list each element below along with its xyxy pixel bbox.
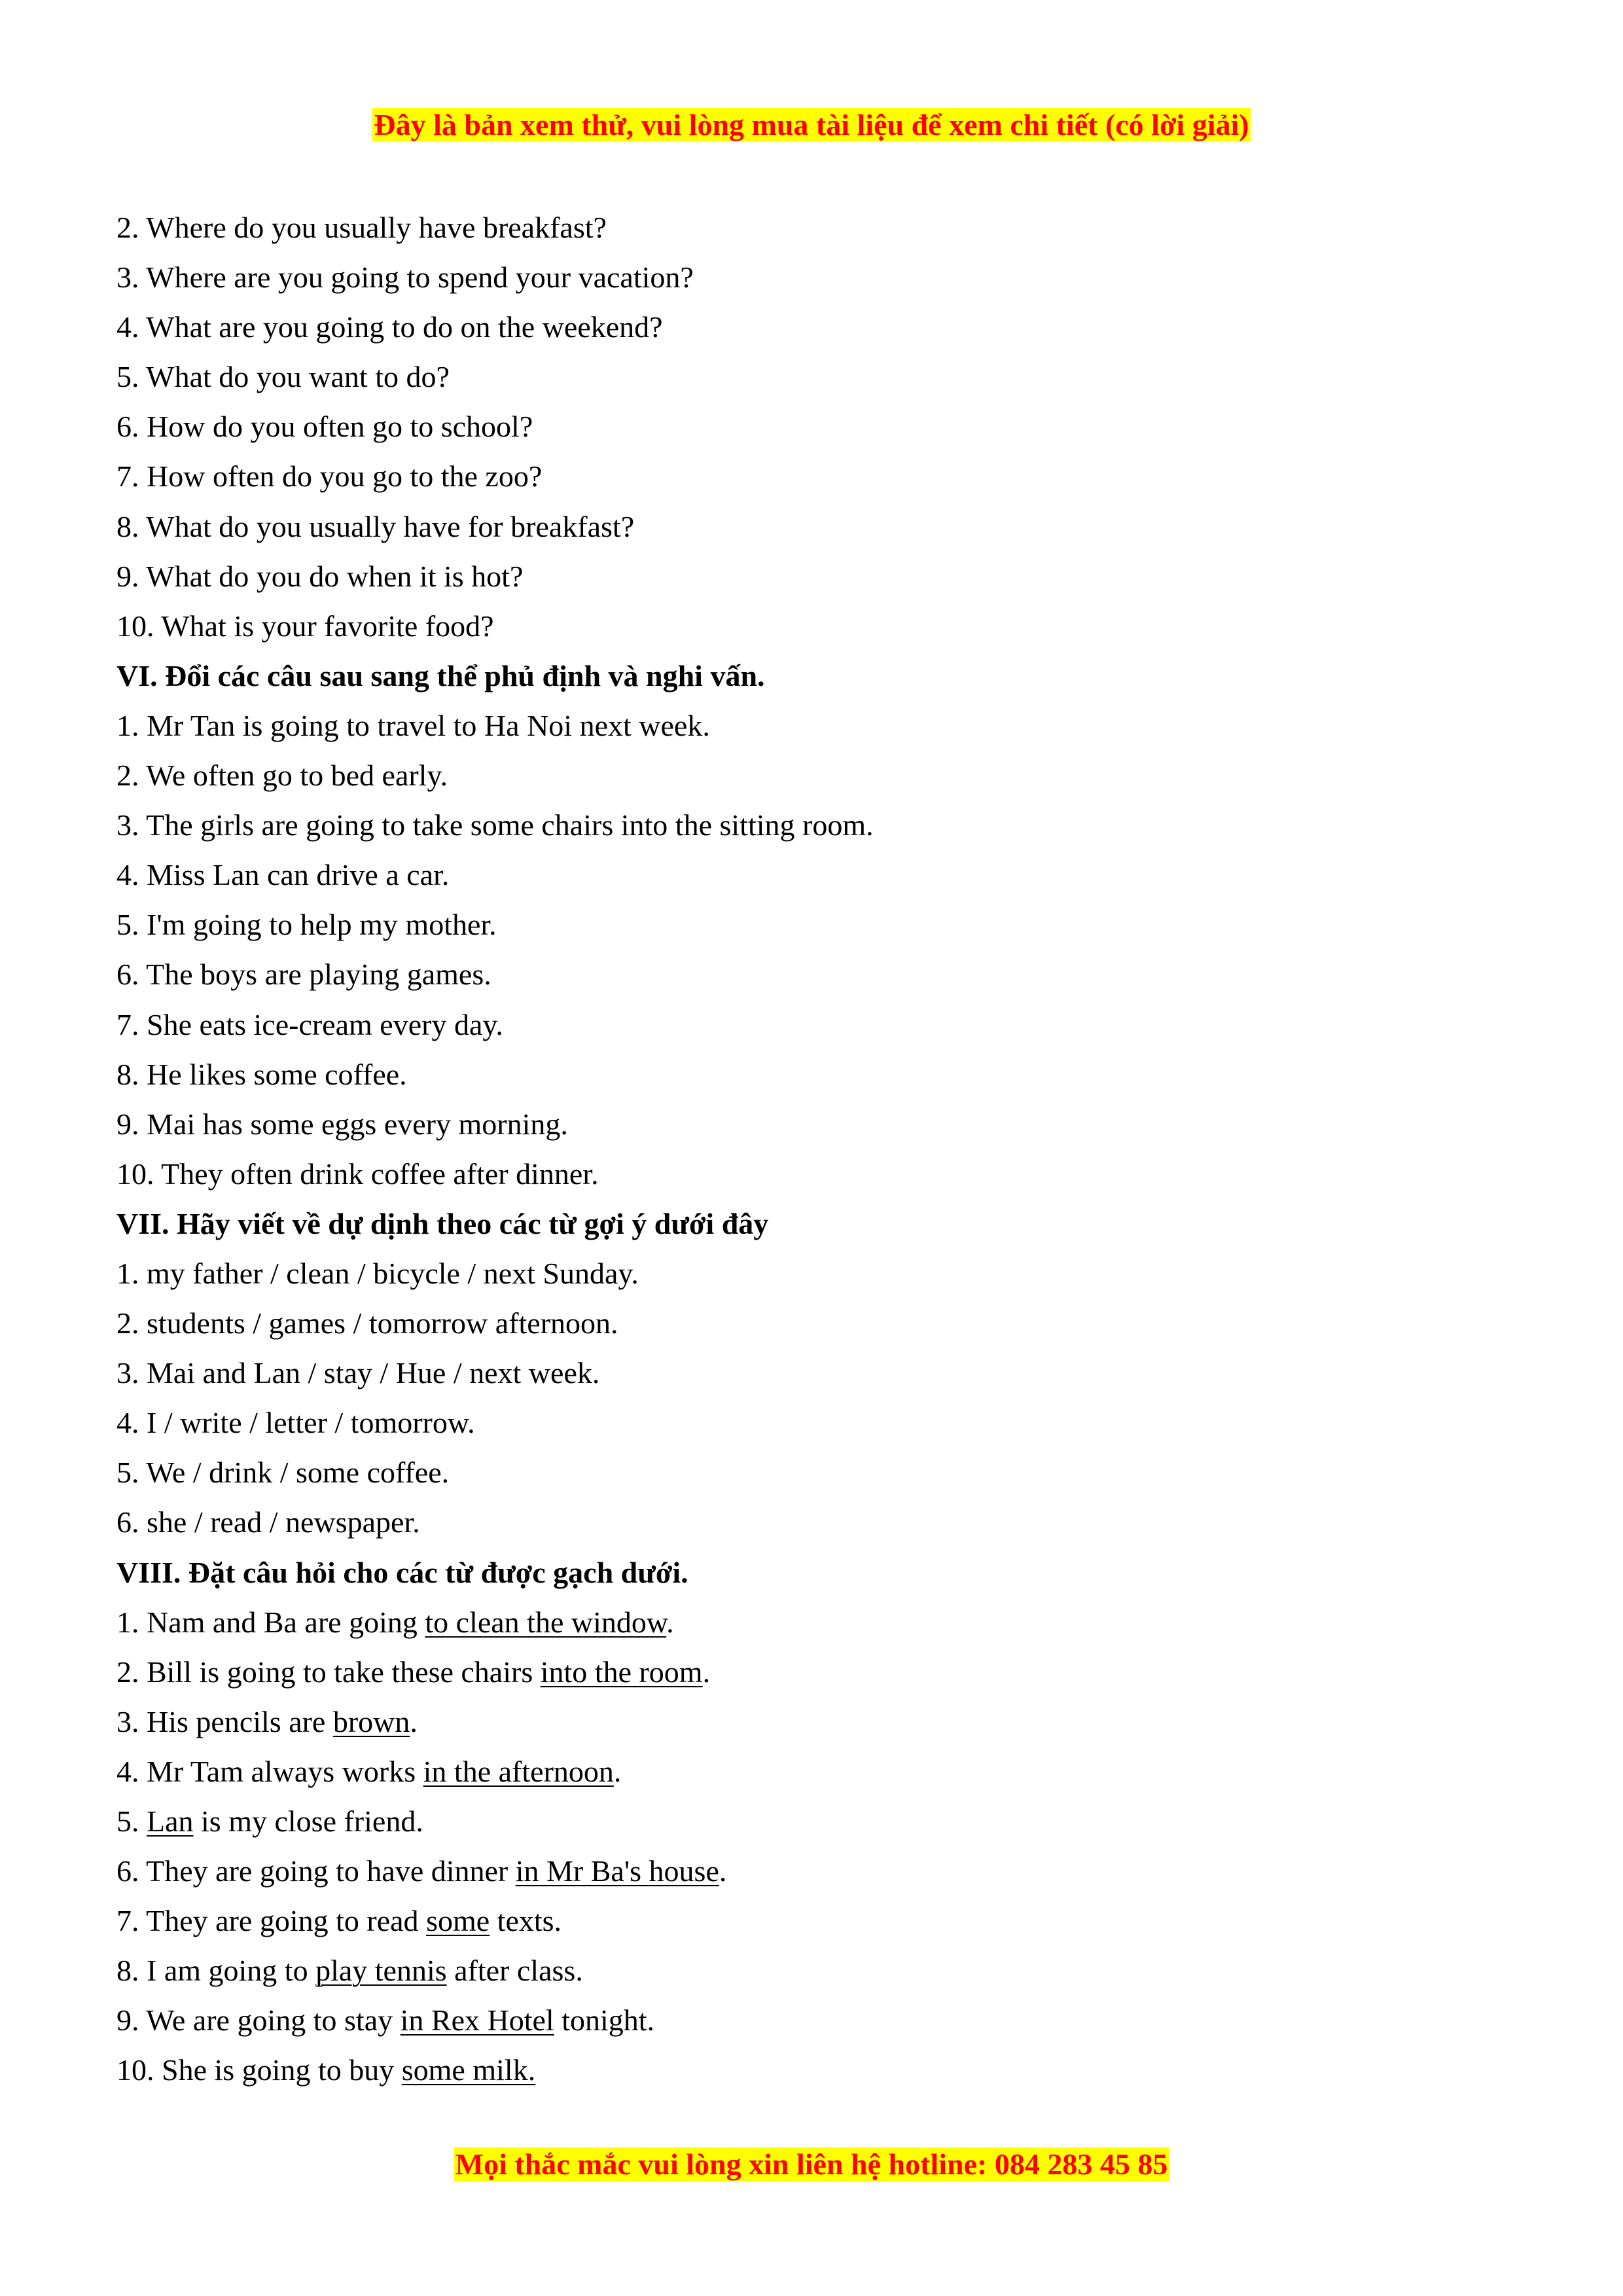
section-heading-vi: VI. Đổi các câu sau sang thể phủ định và nghi vấn. — [116, 658, 765, 692]
item-text: texts. — [490, 1904, 562, 1938]
list-item — [116, 1753, 1510, 1803]
item-text: 5. — [116, 1804, 147, 1838]
item-text: . — [613, 1754, 622, 1788]
underlined-phrase: in Rex Hotel — [400, 2003, 554, 2037]
list-item: 9. What do you do when it is hot? — [116, 559, 524, 593]
list-item: 5. We / drink / some coffee. — [116, 1456, 450, 1490]
list-item: 6. How do you often go to school? — [116, 410, 533, 444]
list-item: 1. Mr Tan is going to travel to Ha Noi next week. — [116, 708, 710, 742]
list-item: 1. my father / clean / bicycle / next Sunday. — [116, 1256, 639, 1290]
list-item: 3. The girls are going to take some chairs into the sitting room. — [116, 808, 874, 842]
item-text: 7. They are going to read — [116, 1904, 427, 1938]
list-item — [116, 1654, 1510, 1704]
hotline-banner — [0, 2146, 1623, 2183]
item-text: . — [702, 1655, 711, 1689]
list-item: 4. I / write / letter / tomorrow. — [116, 1406, 475, 1440]
section-heading-vii: VII. Hãy viết về dự dịnh theo các từ gợi ý dưới đây — [116, 1206, 769, 1240]
list-item — [116, 2002, 1510, 2052]
underlined-phrase: some milk. — [401, 2053, 536, 2087]
item-text: 4. Mr Tam always works — [116, 1754, 423, 1788]
underlined-phrase: brown — [332, 1704, 410, 1738]
item-text: is my close friend. — [193, 1804, 423, 1838]
item-text: 6. They are going to have dinner — [116, 1854, 516, 1888]
list-item: 9. Mai has some eggs every morning. — [116, 1107, 568, 1141]
list-item: 3. Where are you going to spend your vacation? — [116, 260, 694, 295]
underlined-phrase: play tennis — [315, 1954, 447, 1988]
item-text: . — [410, 1704, 418, 1738]
item-text: after class. — [446, 1954, 583, 1988]
item-text: 8. I am going to — [116, 1954, 316, 1988]
underlined-phrase: Lan — [147, 1804, 194, 1838]
item-text: 1. Nam and Ba are going — [116, 1605, 425, 1639]
list-item: 2. We often go to bed early. — [116, 759, 448, 793]
list-item: 2. Where do you usually have breakfast? — [116, 211, 607, 244]
underlined-phrase: in the afternoon — [423, 1754, 614, 1788]
list-item — [116, 1952, 1510, 2002]
list-item — [116, 1604, 1510, 1654]
item-text: 10. She is going to buy — [116, 2053, 402, 2087]
list-item: 8. What do you usually have for breakfast? — [116, 509, 635, 543]
underlined-phrase: some — [426, 1904, 490, 1938]
underlined-phrase: into the room — [540, 1655, 703, 1689]
list-item: 5. I'm going to help my mother. — [116, 908, 497, 942]
list-item: 5. What do you want to do? — [116, 360, 450, 394]
item-text: 3. His pencils are — [116, 1704, 333, 1738]
underlined-phrase: in Mr Ba's house — [515, 1854, 719, 1888]
item-text: . — [719, 1854, 727, 1888]
hotline-text: Mọi thắc mắc vui lòng xin liên hệ hotline: 084 283 45 85 — [455, 2147, 1168, 2181]
list-item: 7. How often do you go to the zoo? — [116, 459, 543, 493]
list-item: 10. They often drink coffee after dinner. — [116, 1157, 599, 1191]
preview-notice-banner — [0, 107, 1623, 143]
item-text: 9. We are going to stay — [116, 2003, 401, 2037]
list-item — [116, 1803, 1510, 1853]
list-item — [116, 1853, 1510, 1903]
preview-notice-text: Đây là bản xem thử, vui lòng mua tài liệu để xem chi tiết (có lời giải) — [374, 108, 1249, 141]
list-item: 6. The boys are playing games. — [116, 958, 491, 992]
list-item: 10. What is your favorite food? — [116, 609, 494, 643]
list-item: 4. Miss Lan can drive a car. — [116, 858, 450, 892]
section-heading-viii: VIII. Đặt câu hỏi cho các từ được gạch dưới. — [116, 1555, 688, 1589]
list-item: 6. she / read / newspaper. — [116, 1505, 420, 1539]
list-item: 2. students / games / tomorrow afternoon. — [116, 1306, 618, 1340]
item-text: . — [666, 1605, 674, 1639]
list-item — [116, 2052, 1510, 2102]
underlined-phrase: to clean the window — [425, 1605, 667, 1639]
worksheet-body — [116, 209, 1510, 2102]
item-text: tonight. — [554, 2003, 655, 2037]
list-item — [116, 1903, 1510, 1952]
list-item — [116, 1704, 1510, 1753]
list-item: 7. She eats ice-cream every day. — [116, 1007, 503, 1041]
list-item: 3. Mai and Lan / stay / Hue / next week. — [116, 1356, 600, 1390]
list-item: 4. What are you going to do on the weekend? — [116, 310, 663, 344]
item-text: 2. Bill is going to take these chairs — [116, 1655, 541, 1689]
list-item: 8. He likes some coffee. — [116, 1057, 407, 1091]
